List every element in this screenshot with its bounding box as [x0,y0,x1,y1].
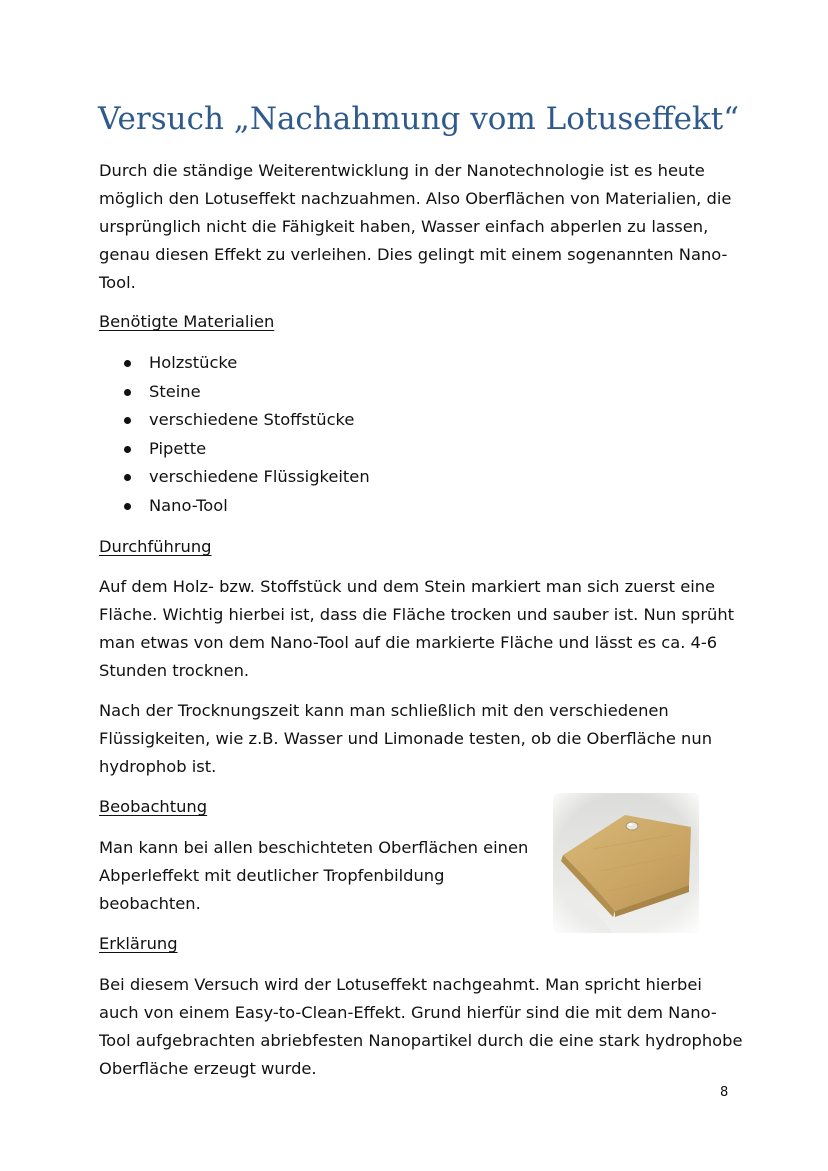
materials-heading: Benötigte Materialien [99,312,275,331]
list-item: Steine [99,378,370,407]
procedure-heading: Durchführung [99,537,212,556]
list-item: verschiedene Stoffstücke [99,406,370,435]
list-item: Pipette [99,435,370,464]
bullet-icon [124,389,131,396]
bullet-icon [124,446,131,453]
bullet-icon [124,360,131,367]
list-item: Holzstücke [99,349,370,378]
bullet-icon [124,503,131,510]
procedure-paragraph-1: Auf dem Holz- bzw. Stoffstück und dem Stein markiert man sich zuerst eine Fläche. Wichtig hierbei ist, dass die Fläche trocken und sauber ist. Nun sprüht man etwas von dem Nano-Tool auf die markierte Fläche und lässt es ca. 4-6 Stunden trocknen. [99,577,735,680]
materials-list [99,349,370,521]
list-item: Nano-Tool [99,492,370,521]
wood-droplet-photo [553,793,699,933]
observation-paragraph: Man kann bei allen beschichteten Oberflächen einen Abperleffekt mit deutlicher Tropfenbildung beobachten. [99,838,529,913]
bullet-icon [124,474,131,481]
explanation-heading: Erklärung [99,934,178,953]
intro-paragraph: Durch die ständige Weiterentwicklung in der Nanotechnologie ist es heute möglich den Lotuseffekt nachzuahmen. Also Oberflächen von Materialien, die ursprünglich nicht die Fähigkeit haben, Wasser einfach abperlen zu lassen, genau diesen Effekt zu verleihen. Dies gelingt mit einem sogenannten Nano-Tool. [99,161,732,292]
page-title: Versuch „Nachahmung vom Lotuseffekt“ [98,101,740,137]
bullet-icon [124,417,131,424]
procedure-paragraph-2: Nach der Trocknungszeit kann man schließlich mit den verschiedenen Flüssigkeiten, wie z.B. Wasser und Limonade testen, ob die Oberfläche nun hydrophob ist. [99,701,713,776]
observation-heading: Beobachtung [99,797,208,816]
explanation-paragraph: Bei diesem Versuch wird der Lotuseffekt nachgeahmt. Man spricht hierbei auch von einem Easy-to-Clean-Effekt. Grund hierfür sind die mit dem Nano-Tool aufgebrachten abriebfesten Nanopartikel durch die eine stark hydrophobe Oberfläche erzeugt wurde. [99,975,743,1078]
list-item: verschiedene Flüssigkeiten [99,463,370,492]
page-number: 8 [720,1085,729,1100]
